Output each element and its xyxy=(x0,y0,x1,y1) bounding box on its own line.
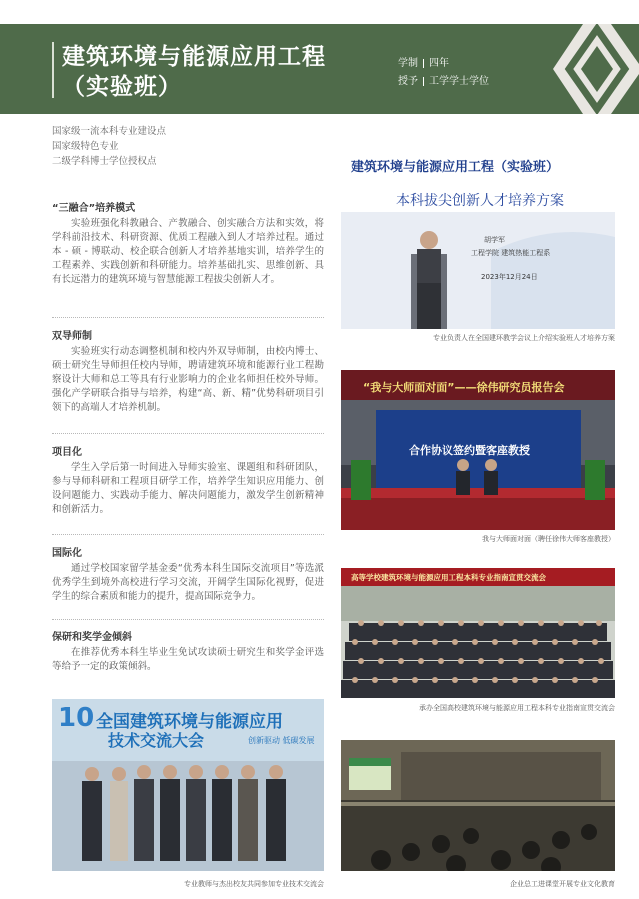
screen-text: 合作协议签约暨客座教授 xyxy=(409,444,530,457)
photo-caption: 承办全国高校建筑环境与能源应用工程本科专业指南宣贯交流会 xyxy=(419,704,615,712)
section-divider xyxy=(52,317,324,318)
meta-divider xyxy=(423,59,424,68)
duration-value: 四年 xyxy=(429,58,449,69)
section-body: 在推荐优秀本科生毕业生免试攻读硕士研究生和奖学金评选等给予一定的政策倾斜。 xyxy=(52,647,324,672)
section-title: 保研和奖学金倾斜 xyxy=(52,632,132,643)
slide-affiliation: 工程学院 建筑热能工程系 xyxy=(471,249,551,257)
section-three-integration xyxy=(52,199,324,287)
degree-label: 授予 xyxy=(398,76,418,87)
slide-date: 2023年12月24日 xyxy=(481,273,538,281)
photo-teachers-alumni xyxy=(52,699,324,871)
conference-number: 10 xyxy=(58,703,95,733)
conference-title-2: 技术交流大会 xyxy=(108,731,205,750)
section-body: 实验班实行动态调整机制和校内外双导师制，由校内博士、硕士研究生导师担任校内导师，聘请建筑环境和能源行业工程勘察设计大师和总工等具有行业影响力的企业名师担任校外导师。强化产学研联合指导与培养，构建“高、新、精”优势科研项目引领下的高端人才培养机制。 xyxy=(52,346,324,413)
degree-value: 工学学士学位 xyxy=(429,76,489,87)
photo-caption: 我与大师面对面（聘任徐伟大师客座教授） xyxy=(482,535,615,543)
title-line-2: （实验班） xyxy=(62,74,182,100)
section-divider xyxy=(52,534,324,535)
university-logo xyxy=(547,24,639,114)
conference-title-1: 全国建筑环境与能源应用 xyxy=(96,712,283,732)
program-tags xyxy=(52,124,166,169)
section-body: 学生入学后第一时间进入导师实验室、课题组和科研团队，参与导师科研和工程项目研学工作，培养学生知识应用能力、创设问题能力、实践动手能力、解决问题能力，激发学生创新精神和创新活力。 xyxy=(52,462,324,515)
program-meta xyxy=(398,55,489,91)
event-banner: “我与大师面对面”——徐伟研究员报告会 xyxy=(363,381,565,394)
section-scholarship xyxy=(52,628,324,674)
photo-caption: 专业教师与杰出校友共同参加专业技术交流会 xyxy=(184,880,324,888)
section-dual-mentor xyxy=(52,327,324,415)
section-title: “三融合”培养模式 xyxy=(52,203,136,214)
section-body: 实验班强化科教融合、产教融合、创实融合方法和实效，将学科前沿技术、科研资源、优质工程融入到人才培养过程。通过本 - 硕 - 博联动、校企联合创新人才培养基地实训，培养学生的工程素养、实践创新和科研能力。培养基础扎实、思维创新、具有长远潜力的建筑环境与智慧能源工程拔尖创新人才。 xyxy=(52,218,324,285)
slide-subtitle: 本科拔尖创新人才培养方案 xyxy=(396,193,564,209)
tag-item: 国家级一流本科专业建设点 xyxy=(52,126,167,137)
title-line-1: 建筑环境与能源应用工程 xyxy=(62,44,326,70)
event-banner: 高等学校建筑环境与能源应用工程本科专业指南宣贯交流会 xyxy=(351,573,546,582)
photo-group-conference xyxy=(341,568,615,698)
duration-label: 学制 xyxy=(398,58,418,69)
section-divider xyxy=(52,433,324,434)
photo-speaker-presentation xyxy=(341,142,615,329)
section-body: 通过学校国家留学基金委“优秀本科生国际交流项目”等选派优秀学生到境外高校进行学习交流，开阔学生国际化视野，促进学生的综合素质和能力的提升，提高国际竞争力。 xyxy=(52,563,324,602)
slide-title: 建筑环境与能源应用工程（实验班） xyxy=(351,160,560,175)
title-separator xyxy=(52,42,54,98)
tag-item: 国家级特色专业 xyxy=(52,141,119,152)
conference-slogan: 创新驱动 低碳发展 xyxy=(248,736,315,745)
page-title xyxy=(62,42,326,102)
section-divider xyxy=(52,619,324,620)
photo-caption: 专业负责人在全国建环教学会议上介绍实验班人才培养方案 xyxy=(433,334,615,342)
slide-speaker: 胡学军 xyxy=(484,236,505,244)
tag-item: 二级学科博士学位授权点 xyxy=(52,156,157,167)
section-international xyxy=(52,544,324,604)
photo-caption: 企业总工进课堂开展专业文化教育 xyxy=(510,880,615,888)
section-project-based xyxy=(52,443,324,517)
photo-signing-ceremony xyxy=(341,370,615,530)
photo-classroom-lecture xyxy=(341,740,615,871)
section-title: 双导师制 xyxy=(52,331,92,342)
meta-divider xyxy=(423,77,424,86)
section-title: 项目化 xyxy=(52,447,82,458)
section-title: 国际化 xyxy=(52,548,82,559)
